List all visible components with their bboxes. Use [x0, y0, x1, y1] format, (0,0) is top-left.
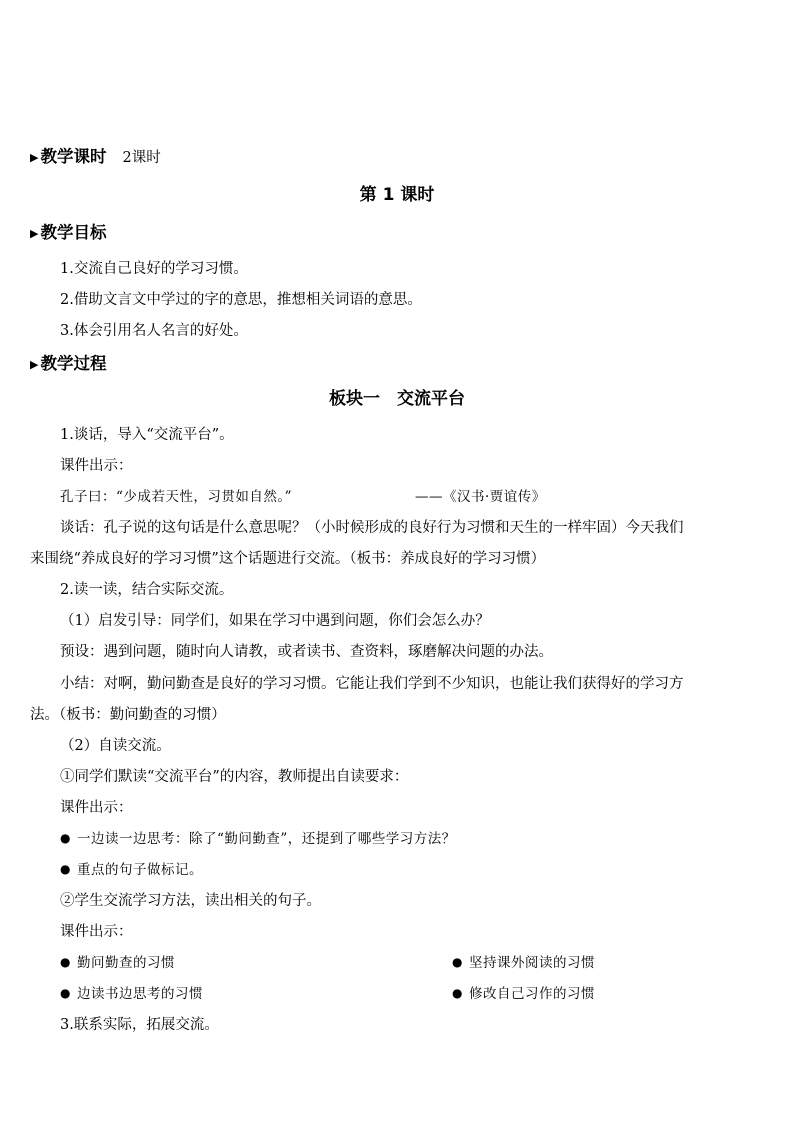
filled-circle-icon: ● — [60, 862, 71, 876]
paragraph: （2）自读交流。 — [60, 738, 171, 754]
teaching-process-heading: ▶ 教学过程 — [30, 354, 107, 373]
paragraph: 谈话：孔子说的这句话是什么意思呢？（小时候形成的良好行为习惯和天生的一样牢固）今天我们 — [60, 520, 684, 536]
paragraph: 小结：对啊，勤问勤查是良好的学习习惯。它能让我们学到不少知识，也能让我们获得好的学习方 — [60, 676, 684, 692]
quote-source: ——《汉书·贾谊传》 — [415, 489, 546, 505]
paragraph: 3.联系实际，拓展交流。 — [60, 1017, 219, 1033]
teaching-goals-heading: ▶ 教学目标 — [30, 223, 107, 242]
filled-circle-icon: ● — [60, 986, 71, 1000]
teaching-hours-value: 2课时 — [122, 150, 161, 166]
paragraph: （1）启发引导：同学们，如果在学习中遇到问题，你们会怎么办？ — [60, 613, 490, 629]
lesson-title: 第 1 课时 — [359, 185, 435, 205]
list-item: ● 坚持课外阅读的习惯 — [452, 955, 595, 971]
list-item: ● 边读书边思考的习惯 — [60, 986, 203, 1002]
paragraph: ②学生交流学习方法，读出相关的句子。 — [60, 893, 321, 909]
teaching-hours-heading: ▶ 教学课时 2课时 — [30, 147, 161, 166]
paragraph: 1.谈话，导入“交流平台”。 — [60, 427, 234, 443]
list-item: ● 一边读一边思考：除了“勤问勤查”，还提到了哪些学习方法？ — [60, 831, 456, 847]
paragraph: 来围绕“养成良好的学习习惯”这个话题进行交流。（板书：养成良好的学习习惯） — [30, 551, 546, 567]
list-item: ● 勤问勤查的习惯 — [60, 955, 175, 971]
goal-item: 2.借助文言文中学过的字的意思，推想相关词语的意思。 — [60, 292, 422, 308]
filled-circle-icon: ● — [60, 955, 71, 969]
list-item: ● 修改自己习作的习惯 — [452, 986, 595, 1002]
paragraph: 法。（板书：勤问勤查的习惯） — [30, 707, 226, 723]
paragraph: 2.读一读，结合实际交流。 — [60, 582, 234, 598]
goal-item: 3.体会引用名人名言的好处。 — [60, 323, 248, 339]
paragraph: 课件出示： — [60, 924, 133, 940]
list-item: ● 重点的句子做标记。 — [60, 862, 203, 878]
paragraph: 预设：遇到问题，随时向人请教，或者读书、查资料，琢磨解决问题的办法。 — [60, 644, 553, 660]
filled-circle-icon: ● — [452, 955, 463, 969]
triangle-right-icon: ▶ — [30, 358, 39, 371]
triangle-right-icon: ▶ — [30, 227, 39, 240]
triangle-right-icon: ▶ — [30, 151, 39, 164]
section-title: 板块一 交流平台 — [329, 389, 465, 409]
quote-text: 孔子曰：“少成若天性，习贯如自然。” — [60, 489, 293, 505]
goal-item: 1.交流自己良好的学习习惯。 — [60, 261, 248, 277]
filled-circle-icon: ● — [452, 986, 463, 1000]
paragraph: 课件出示： — [60, 800, 133, 816]
paragraph: ①同学们默读“交流平台”的内容，教师提出自读要求： — [60, 769, 409, 785]
filled-circle-icon: ● — [60, 831, 71, 845]
paragraph: 课件出示： — [60, 458, 133, 474]
